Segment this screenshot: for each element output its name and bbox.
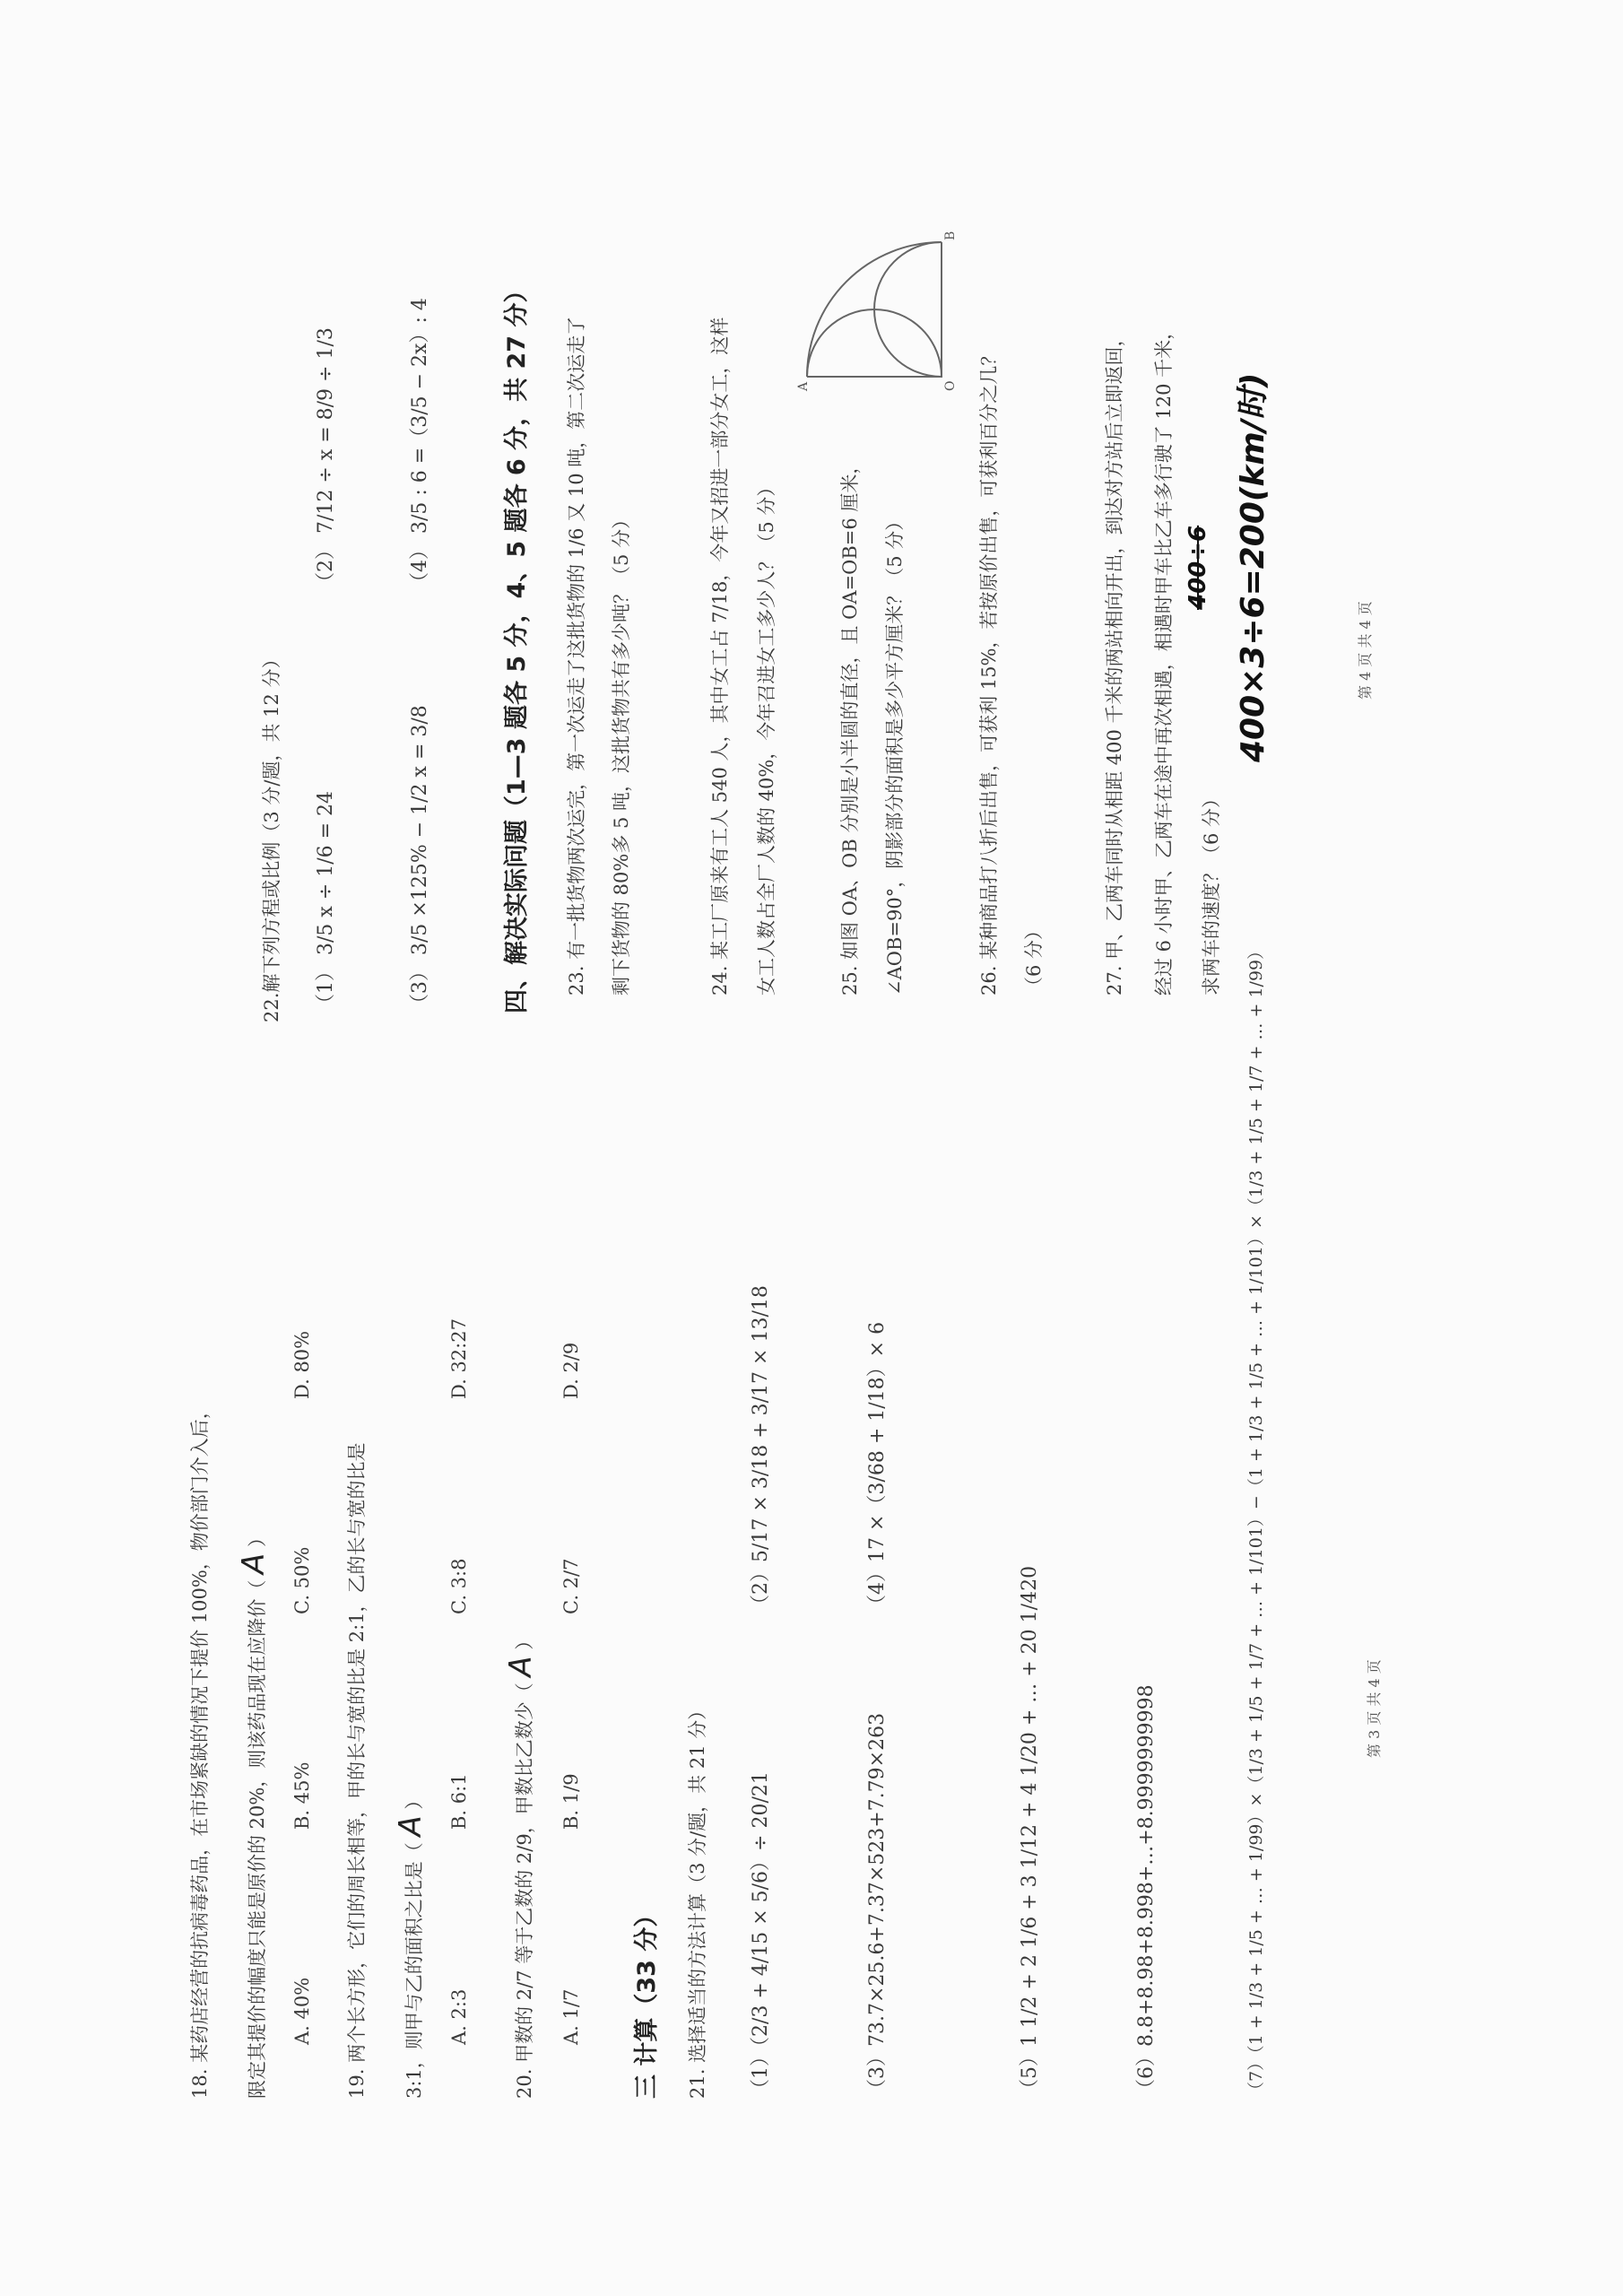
handwritten-answer-q27: 400×3÷6=200(km/时): [1235, 372, 1271, 762]
q19-line2-text: 3:1，则甲与乙的面积之比是（: [404, 1842, 425, 2099]
q21-item-4: （4）17 ×（3/68 + 1/18）× 6: [866, 1321, 889, 1614]
q19-line1: 19. 两个长方形，它们的周长相等，甲的长与宽的比是 2:1，乙的长与宽的比是: [346, 1442, 368, 2099]
q21-item-2: （2）5/17 × 3/18 + 3/17 × 13/18: [750, 1285, 772, 1614]
q21-item-5: （5）1 1/2 + 2 1/6 + 3 1/12 + 4 1/20 + … + 20 1/420: [1019, 1565, 1041, 2099]
q20-line-text: 20. 甲数的 2/7 等于乙数的 2/9，甲数比乙数少（: [514, 1683, 535, 2099]
q20-line: [502, 1631, 541, 2099]
q27-line3: 求两车的速度？（6 分）: [1201, 788, 1222, 996]
fig-label-o: O: [943, 380, 958, 391]
page-3-footer: 第 3 页 共 4 页: [1366, 1659, 1383, 1758]
q18-line2-text: 限定其提价的幅度只能是原价的 20%，则该药品现在应降价（: [247, 1579, 268, 2099]
q18-handwritten-answer: A: [236, 1552, 272, 1574]
q22-intro: 22.解下列方程或比例（3 分/题，共 12 分）: [261, 649, 282, 1022]
q21-item-3: （3）73.7×25.6+7.37×523+7.79×263: [866, 1712, 889, 2099]
q18-option-d: D. 80%: [291, 1330, 313, 1399]
q20-option-c: C. 2/7: [560, 1558, 582, 1614]
q21-item-7: （7）（1 + 1/3 + 1/5 + … + 1/99）×（1/3 + 1/5 + 1/7 + … + 1/101）−（1 + 1/3 + 1/5 + … + 1/101）×（1/3 + 1/5 + 1/7 + … + 1/99）: [1246, 942, 1266, 2099]
q18-line1: 18. 某药店经营的抗病毒药品，在市场紧缺的情况下提价 100%，物价部门介入后，: [189, 1400, 211, 2099]
q18-option-b: B. 45%: [291, 1761, 313, 1830]
q25-line2: ∠AOB=90°，阴影部分的面积是多少平方厘米？（5 分）: [884, 511, 906, 996]
fig-label-a: A: [796, 381, 811, 391]
q18-close-paren: ）: [247, 1528, 268, 1547]
q23-line2: 剩下货物的 80%多 5 吨，这批货物共有多少吨？（5 分）: [611, 509, 632, 996]
q22-item-3: （3） 3/5 ×125% − 1/2 x = 3/8: [409, 705, 431, 1013]
q26-line2: （6 分）: [1023, 920, 1045, 996]
q19-option-c: C. 3:8: [448, 1558, 470, 1614]
q24-line1: 24. 某工厂原来有工人 540 人，其中女工占 7/18，今年又招进一部分女工，这样: [709, 317, 731, 996]
q18-option-a: A. 40%: [291, 1977, 313, 2045]
page-4-footer: 第 4 页 共 4 页: [1357, 601, 1374, 700]
q23-line1: 23. 有一批货物两次运完，第一次运走了这批货物的 1/6 又 10 吨，第二次运走了: [566, 316, 587, 996]
q24-line2: 女工人数占全厂人数的 40%，今年召进女工多少人？（5 分）: [756, 477, 777, 996]
q20-option-a: A. 1/7: [560, 1988, 582, 2045]
q19-option-a: A. 2:3: [448, 1988, 470, 2045]
q21-item-1: （1）（2/3 + 4/15 × 5/6）÷ 20/21: [750, 1771, 772, 2099]
q19-line2: [392, 1791, 430, 2099]
small-semicircles: [807, 242, 942, 377]
q19-close-paren: ）: [404, 1790, 425, 1810]
semicircle-figure: [789, 224, 959, 395]
handwritten-work-crossed: 400÷6: [1185, 525, 1211, 610]
q18-option-c: C. 50%: [291, 1546, 313, 1614]
q19-option-d: D. 32:27: [448, 1318, 470, 1399]
q25-line1: 25. 如图 OA、OB 分别是小半圆的直径，且 OA=OB=6 厘米，: [839, 455, 861, 996]
q19-handwritten-answer: A: [393, 1815, 429, 1837]
q20-option-d: D. 2/9: [560, 1342, 582, 1399]
q27-line2: 经过 6 小时甲、乙两车在途中再次相遇，相遇时甲车比乙车多行驶了 120 千米，: [1153, 320, 1175, 996]
section-3-title: 三 计算（33 分）: [633, 1902, 661, 2099]
section-4-title: 四、解决实际问题（1—3 题各 5 分，4、5 题各 6 分，共 27 分）: [503, 278, 531, 1013]
q18-line2: [235, 1528, 273, 2099]
q22-item-4: （4） 3/5 : 6 =（3/5 − 2x）: 4: [409, 298, 431, 592]
q20-option-b: B. 1/9: [560, 1773, 582, 1830]
q26-line1: 26. 某种商品打八折后出售，可获利 15%，若按原价出售，可获利百分之几？: [978, 346, 1000, 996]
q21-item-6: （6）8.8+8.98+8.998+…+8.9999999998: [1135, 1684, 1158, 2099]
q21-intro: 21. 选择适当的方法计算（3 分/题，共 21 分）: [687, 1700, 708, 2099]
q22-item-2: （2） 7/12 ÷ x = 8/9 ÷ 1/3: [315, 327, 337, 592]
q19-option-b: B. 6:1: [448, 1773, 470, 1830]
q27-line1: 27. 甲、乙两车同时从相距 400 千米的两站相向开出，到达对方站后立即返回，: [1104, 327, 1125, 996]
q20-handwritten-answer: A: [503, 1656, 539, 1677]
fig-label-b: B: [943, 230, 958, 240]
q20-close-paren: ）: [514, 1631, 535, 1650]
q22-item-1: （1） 3/5 x ÷ 1/6 = 24: [315, 790, 337, 1013]
